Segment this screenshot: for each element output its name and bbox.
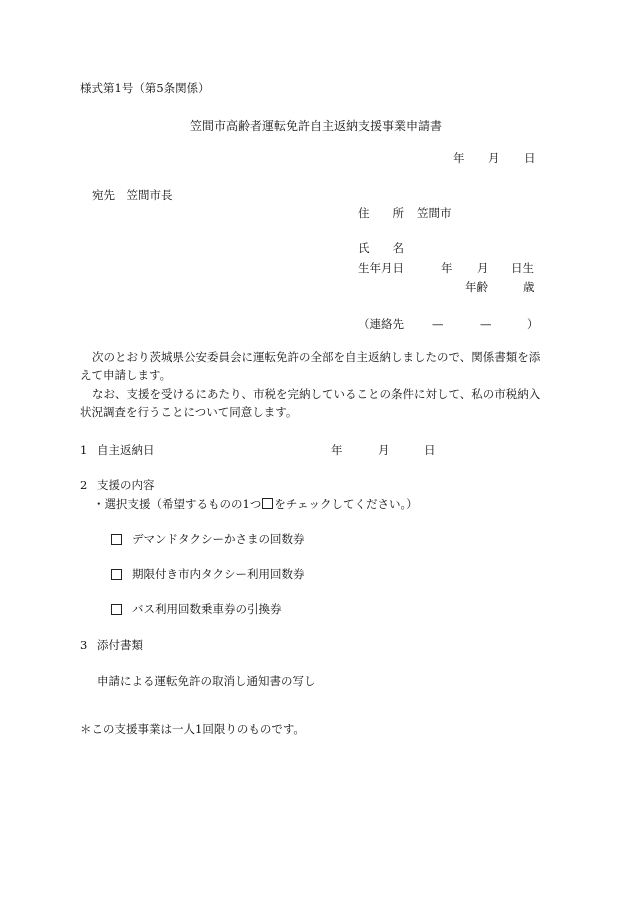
contact-close: ） (527, 317, 539, 331)
date-year: 年 (453, 151, 465, 165)
form-number: 様式第1号（第5条関係） (80, 81, 210, 95)
section3-label: 添付書類 (97, 638, 143, 652)
age-unit: 歳 (523, 280, 535, 294)
section3-item: 申請による運転免許の取消し通知書の写し (97, 674, 316, 688)
date-day: 日 (524, 151, 536, 165)
body-para2-line2: 状況調査を行うことについて同意します。 (80, 405, 298, 419)
section2-number: 2 (80, 478, 88, 492)
body-para2-line1: なお、支援を受けるにあたり、市税を完納していることの条件に対して、私の市税納入 (92, 387, 541, 401)
addressee: 宛先 笠間市長 (92, 188, 173, 202)
age-label: 年齢 (465, 280, 488, 294)
contact-dash-1: — (432, 317, 444, 331)
footnote: ＊この支援事業は一人1回限りのものです。 (80, 722, 305, 736)
date-month: 月 (488, 151, 500, 165)
section1-number: 1 (80, 443, 88, 457)
option-checkbox-3[interactable] (110, 604, 123, 617)
option-label-2: 期限付き市内タクシー利用回数券 (132, 567, 305, 581)
option-label-3: バス利用回数乗車券の引換券 (132, 602, 282, 616)
name-label: 氏 名 (358, 241, 404, 255)
option-checkbox-1[interactable] (110, 534, 123, 547)
option-label-1: デマンドタクシーかさまの回数券 (132, 532, 305, 546)
birth-label: 生年月日 (358, 261, 404, 275)
option-checkbox-2[interactable] (110, 569, 123, 582)
contact-open: （連絡先 (358, 317, 404, 331)
section2-label: 支援の内容 (97, 478, 155, 492)
section1-day: 日 (424, 443, 436, 457)
section2-instruction: ・選択支援（希望するものの1つ をチェックしてください。） (93, 497, 418, 511)
birth-month: 月 (477, 261, 489, 275)
address-value: 笠間市 (417, 206, 452, 220)
checkbox-symbol-icon (262, 498, 273, 509)
birth-day: 日生 (511, 261, 534, 275)
address-label: 住 所 (358, 206, 404, 220)
body-para1-line1: 次のとおり茨城県公安委員会に運転免許の全部を自主返納しましたので、関係書類を添 (92, 350, 541, 364)
section1-month: 月 (378, 443, 390, 457)
page-title: 笠間市高齢者運転免許自主返納支援事業申請書 (190, 119, 443, 133)
birth-year: 年 (441, 261, 453, 275)
section1-year: 年 (331, 443, 343, 457)
contact-dash-2: — (480, 317, 492, 331)
section1-label: 自主返納日 (97, 443, 155, 457)
body-para1-line2: えて申請します。 (80, 368, 172, 382)
section3-number: 3 (80, 638, 88, 652)
